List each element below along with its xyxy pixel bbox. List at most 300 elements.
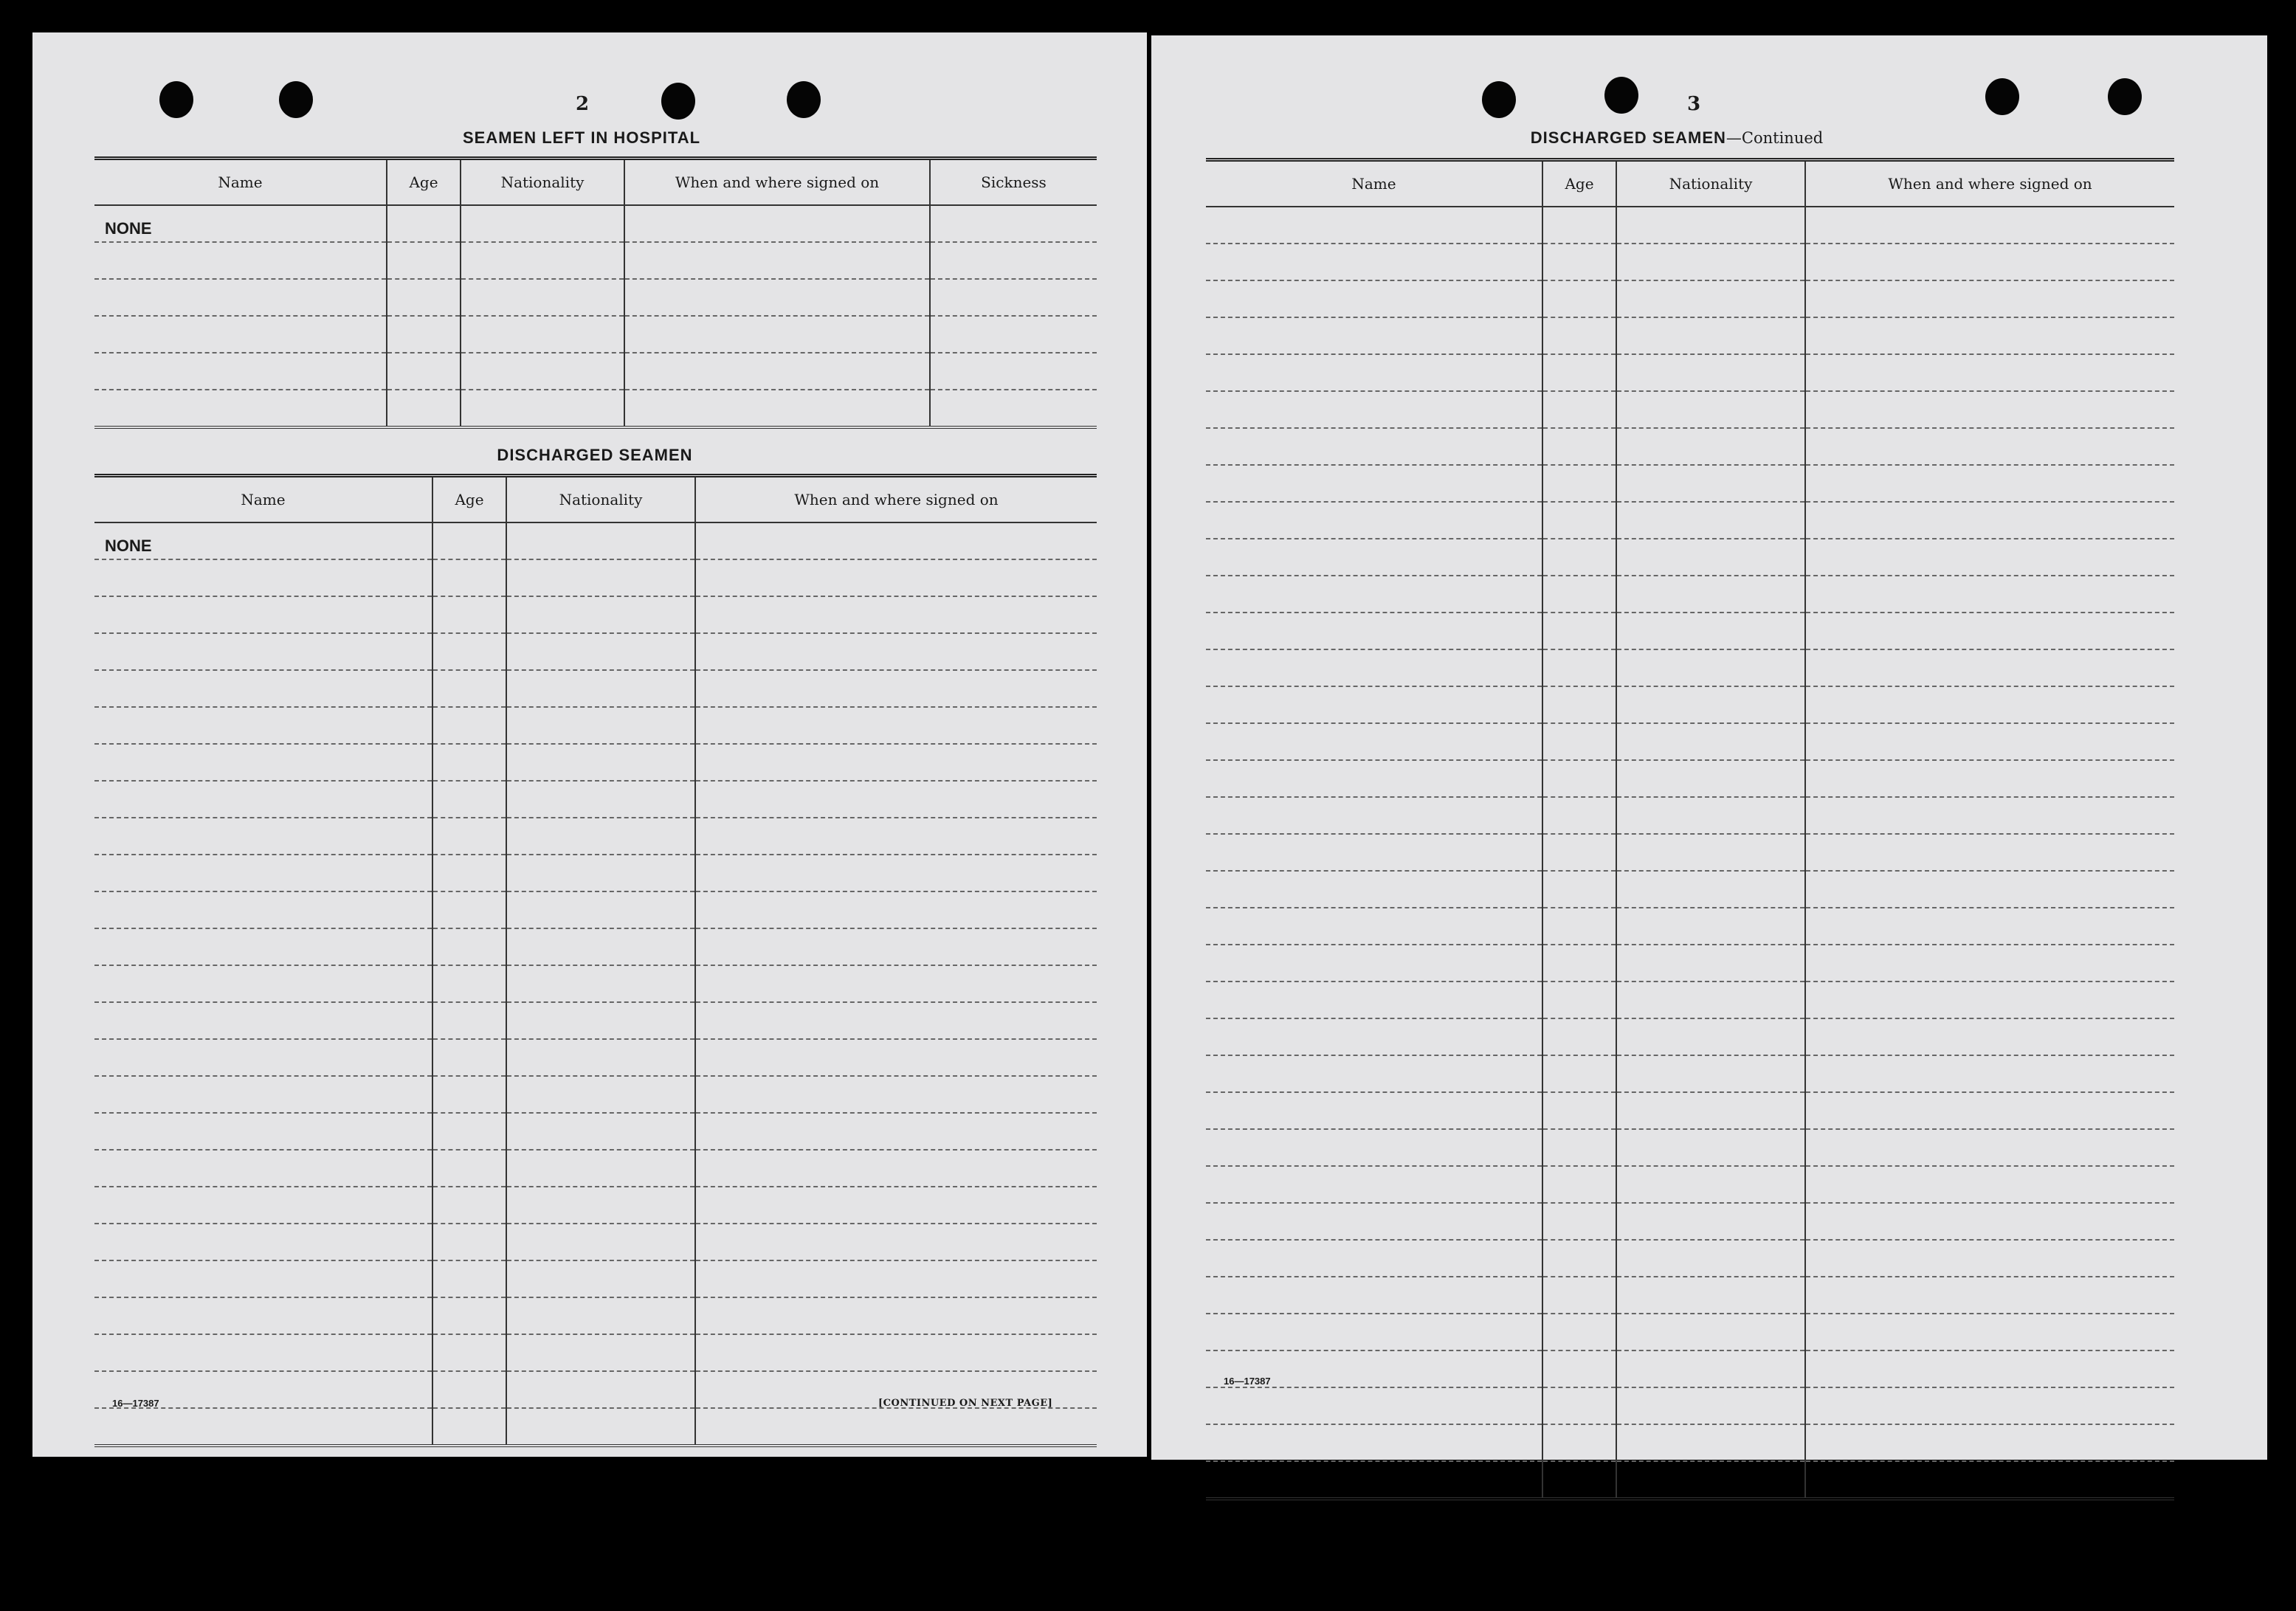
table-cell <box>1542 1129 1616 1166</box>
table-cell <box>387 353 461 390</box>
table-cell <box>432 1076 506 1113</box>
table-row <box>94 928 1097 965</box>
table-cell <box>506 633 695 670</box>
table-cell <box>1206 723 1542 760</box>
table-cell <box>432 1408 506 1446</box>
table-cell <box>506 1187 695 1224</box>
table-row <box>1206 686 2174 723</box>
table-cell <box>1542 354 1616 391</box>
table-cell <box>1542 391 1616 428</box>
table-cell <box>1206 834 1542 871</box>
table-cell <box>1616 428 1805 465</box>
table-cell <box>94 965 432 1002</box>
table-row <box>1206 1092 2174 1129</box>
table-cell <box>1616 760 1805 797</box>
table-cell <box>1206 502 1542 539</box>
table-row <box>1206 1018 2174 1055</box>
table-cell <box>1616 539 1805 576</box>
discharged-continued-table <box>1206 158 2174 1500</box>
table-header-row <box>1206 160 2174 207</box>
table-cell <box>1805 834 2174 871</box>
table-cell <box>695 781 1097 818</box>
table-cell <box>1616 686 1805 723</box>
table-cell <box>506 559 695 596</box>
table-cell <box>624 242 930 279</box>
table-cell <box>432 596 506 633</box>
table-cell <box>1616 613 1805 649</box>
table-cell <box>1206 945 1542 982</box>
table-cell <box>387 279 461 316</box>
table-cell <box>94 928 432 965</box>
table-row <box>94 1039 1097 1076</box>
table-cell <box>1206 1240 1542 1277</box>
table-cell <box>1805 1092 2174 1129</box>
table-row <box>1206 834 2174 871</box>
table-row <box>1206 1277 2174 1314</box>
table-cell: NONE <box>94 205 387 242</box>
punch-hole <box>1985 78 2019 115</box>
table-cell <box>1206 1424 1542 1461</box>
table-cell <box>1206 1018 1542 1055</box>
table-cell <box>1206 686 1542 723</box>
table-cell <box>1616 1314 1805 1350</box>
discharged-section-title: DISCHARGED SEAMEN <box>497 446 693 464</box>
table-cell <box>1805 1461 2174 1499</box>
table-cell <box>1542 1387 1616 1424</box>
table-cell <box>695 1150 1097 1187</box>
table-cell <box>695 1260 1097 1297</box>
table-cell <box>94 596 432 633</box>
table-cell <box>432 1334 506 1371</box>
table-row <box>94 1002 1097 1039</box>
table-row <box>94 707 1097 744</box>
table-cell <box>1616 244 1805 280</box>
table-cell <box>506 670 695 707</box>
table-cell <box>1805 391 2174 428</box>
table-header-row <box>94 476 1097 523</box>
table-cell <box>1542 207 1616 244</box>
table-row <box>1206 1350 2174 1387</box>
table-cell <box>1206 797 1542 834</box>
table-cell <box>432 855 506 891</box>
table-cell <box>695 596 1097 633</box>
table-cell <box>1805 613 2174 649</box>
table-cell <box>1206 576 1542 613</box>
table-cell <box>506 1371 695 1408</box>
table-cell <box>94 707 432 744</box>
table-cell <box>1542 1092 1616 1129</box>
table-cell <box>1542 908 1616 945</box>
table-cell <box>432 1224 506 1260</box>
table-row <box>94 316 1097 353</box>
table-cell <box>432 781 506 818</box>
table-row <box>1206 1314 2174 1350</box>
table-cell <box>1542 280 1616 317</box>
table-cell <box>1805 1166 2174 1203</box>
table-cell <box>387 316 461 353</box>
table-cell <box>506 928 695 965</box>
table-cell <box>387 390 461 427</box>
table-cell <box>1805 1240 2174 1277</box>
table-cell <box>1805 465 2174 502</box>
punch-hole <box>2108 78 2142 115</box>
table-cell <box>461 279 624 316</box>
table-cell <box>432 1187 506 1224</box>
table-cell <box>1805 280 2174 317</box>
table-row <box>1206 428 2174 465</box>
table-cell <box>94 1039 432 1076</box>
table-cell <box>930 390 1097 427</box>
table-cell <box>1542 613 1616 649</box>
table-cell <box>1542 1203 1616 1240</box>
table-cell <box>1805 1350 2174 1387</box>
table-row <box>1206 723 2174 760</box>
table-cell <box>94 1408 432 1446</box>
table-cell <box>695 1113 1097 1150</box>
table-cell <box>695 633 1097 670</box>
table-cell <box>1616 834 1805 871</box>
table-cell <box>94 353 387 390</box>
table-cell <box>506 522 695 559</box>
column-header: When and where signed on <box>695 476 1097 523</box>
table-cell <box>1542 834 1616 871</box>
punch-hole <box>279 81 313 118</box>
left-page <box>32 32 1147 1457</box>
table-cell <box>695 965 1097 1002</box>
table-cell <box>461 242 624 279</box>
column-header: Age <box>1542 160 1616 207</box>
table-cell <box>461 316 624 353</box>
punch-hole <box>159 81 193 118</box>
column-header: When and where signed on <box>1805 160 2174 207</box>
table-cell <box>1805 428 2174 465</box>
table-row <box>1206 539 2174 576</box>
table-cell <box>1616 465 1805 502</box>
table-row <box>1206 1166 2174 1203</box>
table-cell <box>695 1408 1097 1446</box>
table-cell <box>930 279 1097 316</box>
table-row <box>94 855 1097 891</box>
table-cell <box>1542 871 1616 908</box>
table-cell <box>461 390 624 427</box>
discharged-continued-title <box>1531 128 1823 148</box>
table-row <box>94 1076 1097 1113</box>
punch-hole <box>787 81 821 118</box>
table-cell <box>506 1039 695 1076</box>
table-cell <box>695 818 1097 855</box>
table-cell <box>432 1371 506 1408</box>
table-cell <box>432 522 506 559</box>
table-cell <box>695 744 1097 781</box>
table-row <box>1206 797 2174 834</box>
table-cell <box>1616 354 1805 391</box>
table-cell <box>1616 1092 1805 1129</box>
table-cell <box>1206 1277 1542 1314</box>
table-cell <box>1206 1461 1542 1499</box>
table-cell <box>506 1113 695 1150</box>
table-row <box>94 1297 1097 1334</box>
table-cell <box>1805 317 2174 354</box>
table-row <box>94 633 1097 670</box>
table-cell <box>695 707 1097 744</box>
table-cell <box>930 316 1097 353</box>
table-cell <box>1542 1055 1616 1092</box>
table-cell <box>432 633 506 670</box>
table-cell <box>1616 1129 1805 1166</box>
table-cell <box>1542 1277 1616 1314</box>
table-cell <box>1206 1314 1542 1350</box>
table-cell <box>1616 391 1805 428</box>
table-row <box>94 1150 1097 1187</box>
table-cell <box>1542 539 1616 576</box>
punch-hole <box>1604 77 1638 114</box>
page-number: 2 <box>576 93 590 115</box>
column-header: When and where signed on <box>624 159 930 206</box>
table-cell <box>930 242 1097 279</box>
table-cell <box>1616 945 1805 982</box>
table-cell <box>94 390 387 427</box>
table-cell <box>1616 1424 1805 1461</box>
table-cell <box>1206 649 1542 686</box>
table-cell <box>695 1224 1097 1260</box>
column-header: Nationality <box>461 159 624 206</box>
table-row <box>1206 1461 2174 1499</box>
table-cell <box>1542 1350 1616 1387</box>
table-cell <box>94 279 387 316</box>
table-cell <box>432 1002 506 1039</box>
table-cell <box>1616 576 1805 613</box>
table-cell <box>506 596 695 633</box>
table-cell <box>1206 760 1542 797</box>
table-cell <box>94 781 432 818</box>
table-cell <box>432 891 506 928</box>
table-cell <box>94 316 387 353</box>
table-cell <box>94 1187 432 1224</box>
table-cell <box>1805 1055 2174 1092</box>
table-cell <box>1542 1314 1616 1350</box>
table-cell <box>506 781 695 818</box>
table-cell <box>1542 317 1616 354</box>
table-cell <box>94 1334 432 1371</box>
table-cell <box>432 670 506 707</box>
table-row <box>1206 760 2174 797</box>
table-cell <box>1542 797 1616 834</box>
column-header: Age <box>387 159 461 206</box>
table-cell <box>94 891 432 928</box>
table-cell <box>930 205 1097 242</box>
table-cell <box>695 855 1097 891</box>
table-cell <box>1805 797 2174 834</box>
table-cell <box>1206 1092 1542 1129</box>
table-row <box>1206 1424 2174 1461</box>
table-cell <box>1616 1461 1805 1499</box>
table-cell <box>1805 945 2174 982</box>
table-cell <box>1542 465 1616 502</box>
table-cell <box>1206 871 1542 908</box>
table-cell <box>1805 1314 2174 1350</box>
table-row <box>94 390 1097 427</box>
punch-hole <box>661 83 695 120</box>
column-header: Sickness <box>930 159 1097 206</box>
table-cell <box>1805 982 2174 1018</box>
table-cell <box>624 205 930 242</box>
table-cell <box>1805 723 2174 760</box>
table-cell <box>624 353 930 390</box>
table-cell <box>506 1260 695 1297</box>
table-cell <box>432 1297 506 1334</box>
table-cell <box>695 1076 1097 1113</box>
table-cell <box>1206 613 1542 649</box>
table-cell <box>695 1334 1097 1371</box>
table-cell <box>94 1150 432 1187</box>
table-cell <box>1542 244 1616 280</box>
table-cell: NONE <box>94 522 432 559</box>
table-cell <box>94 744 432 781</box>
table-row <box>94 818 1097 855</box>
table-cell <box>1542 1018 1616 1055</box>
table-row <box>1206 1240 2174 1277</box>
table-cell <box>695 928 1097 965</box>
table-cell <box>1616 797 1805 834</box>
page-number: 3 <box>1687 93 1701 115</box>
discharged-table <box>94 474 1097 1447</box>
table-cell <box>1206 207 1542 244</box>
table-cell <box>432 1260 506 1297</box>
table-row <box>94 1224 1097 1260</box>
column-header: Nationality <box>1616 160 1805 207</box>
table-row <box>1206 207 2174 244</box>
table-row <box>1206 613 2174 649</box>
table-cell <box>506 1408 695 1446</box>
table-cell <box>432 559 506 596</box>
column-header: Nationality <box>506 476 695 523</box>
table-cell <box>1805 1424 2174 1461</box>
table-cell <box>1616 908 1805 945</box>
table-cell <box>1206 1055 1542 1092</box>
table-cell <box>506 891 695 928</box>
table-row <box>1206 576 2174 613</box>
table-cell <box>432 707 506 744</box>
table-cell <box>506 744 695 781</box>
table-cell <box>695 522 1097 559</box>
table-cell <box>1542 723 1616 760</box>
table-cell <box>695 559 1097 596</box>
table-row <box>94 670 1097 707</box>
table-cell <box>1206 391 1542 428</box>
table-cell <box>1206 317 1542 354</box>
column-header: Name <box>94 159 387 206</box>
table-cell <box>1542 945 1616 982</box>
table-cell <box>1805 1129 2174 1166</box>
table-row <box>94 781 1097 818</box>
table-cell <box>506 1002 695 1039</box>
table-cell <box>1206 1203 1542 1240</box>
table-cell <box>387 242 461 279</box>
table-cell <box>506 1150 695 1187</box>
table-cell <box>506 1224 695 1260</box>
table-row <box>94 205 1097 242</box>
table-cell <box>506 1076 695 1113</box>
table-cell <box>94 1113 432 1150</box>
table-cell <box>94 559 432 596</box>
table-row <box>1206 1203 2174 1240</box>
table-cell <box>1805 760 2174 797</box>
table-row <box>94 559 1097 596</box>
table-cell <box>624 279 930 316</box>
table-cell <box>695 1039 1097 1076</box>
table-cell <box>1616 1166 1805 1203</box>
table-cell <box>1805 1203 2174 1240</box>
table-row <box>1206 982 2174 1018</box>
table-cell <box>1616 982 1805 1018</box>
table-cell <box>1805 539 2174 576</box>
table-cell <box>695 670 1097 707</box>
table-cell <box>1805 354 2174 391</box>
table-row <box>1206 908 2174 945</box>
table-row <box>94 522 1097 559</box>
table-cell <box>1616 871 1805 908</box>
table-row <box>1206 1387 2174 1424</box>
column-header: Age <box>432 476 506 523</box>
table-cell <box>1616 280 1805 317</box>
table-cell <box>432 818 506 855</box>
table-cell <box>624 316 930 353</box>
table-row <box>94 279 1097 316</box>
table-row <box>1206 354 2174 391</box>
table-row <box>1206 871 2174 908</box>
table-row <box>1206 244 2174 280</box>
table-cell <box>1616 1387 1805 1424</box>
table-cell <box>1542 982 1616 1018</box>
hospital-section-title: SEAMEN LEFT IN HOSPITAL <box>462 128 701 147</box>
table-cell <box>94 1076 432 1113</box>
table-cell <box>930 353 1097 390</box>
table-cell <box>506 965 695 1002</box>
table-cell <box>1616 723 1805 760</box>
table-cell <box>1805 908 2174 945</box>
table-cell <box>387 205 461 242</box>
table-row <box>94 1334 1097 1371</box>
table-cell <box>432 744 506 781</box>
table-cell <box>1206 539 1542 576</box>
column-header: Name <box>94 476 432 523</box>
table-cell <box>1206 1166 1542 1203</box>
table-cell <box>624 390 930 427</box>
table-cell <box>432 1113 506 1150</box>
table-cell <box>94 1224 432 1260</box>
table-row <box>94 1187 1097 1224</box>
table-header-row <box>94 159 1097 206</box>
table-cell <box>1542 1166 1616 1203</box>
table-row <box>94 596 1097 633</box>
table-cell <box>506 1297 695 1334</box>
table-cell <box>1542 576 1616 613</box>
column-header: Name <box>1206 160 1542 207</box>
table-cell <box>461 353 624 390</box>
table-cell <box>1805 1018 2174 1055</box>
table-cell <box>1542 649 1616 686</box>
table-cell <box>695 1002 1097 1039</box>
form-number: 16—17387 <box>1224 1376 1271 1387</box>
title-suffix: —Continued <box>1726 129 1824 147</box>
table-cell <box>1616 1018 1805 1055</box>
table-cell <box>1805 244 2174 280</box>
table-cell <box>1805 649 2174 686</box>
table-cell <box>1616 502 1805 539</box>
table-row <box>1206 1055 2174 1092</box>
table-row <box>94 1113 1097 1150</box>
table-cell <box>94 1297 432 1334</box>
